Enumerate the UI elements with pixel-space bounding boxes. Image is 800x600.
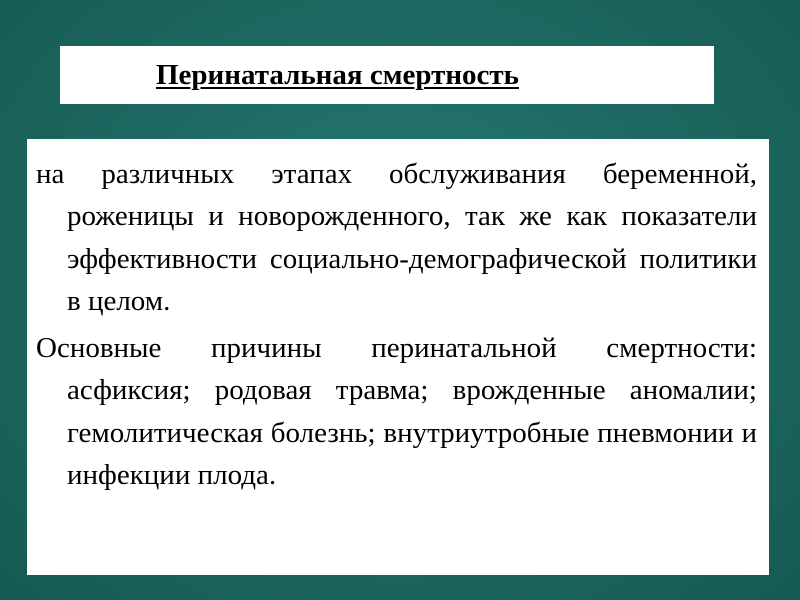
content-box xyxy=(27,139,769,575)
slide-title: Перинатальная смертность xyxy=(156,58,519,91)
paragraph-stages: на различных этапах обслуживания беременной, роженицы и новорожденного, так же как показатели эффективности социально-демографической политики в целом. xyxy=(36,158,757,317)
paragraph-causes: Основные причины перинатальной смертности: асфиксия; родовая травма; врожденные аномалии; гемолитическая болезнь; внутриутробные пневмонии и инфекции плода. xyxy=(36,332,757,492)
title-box xyxy=(60,46,714,104)
